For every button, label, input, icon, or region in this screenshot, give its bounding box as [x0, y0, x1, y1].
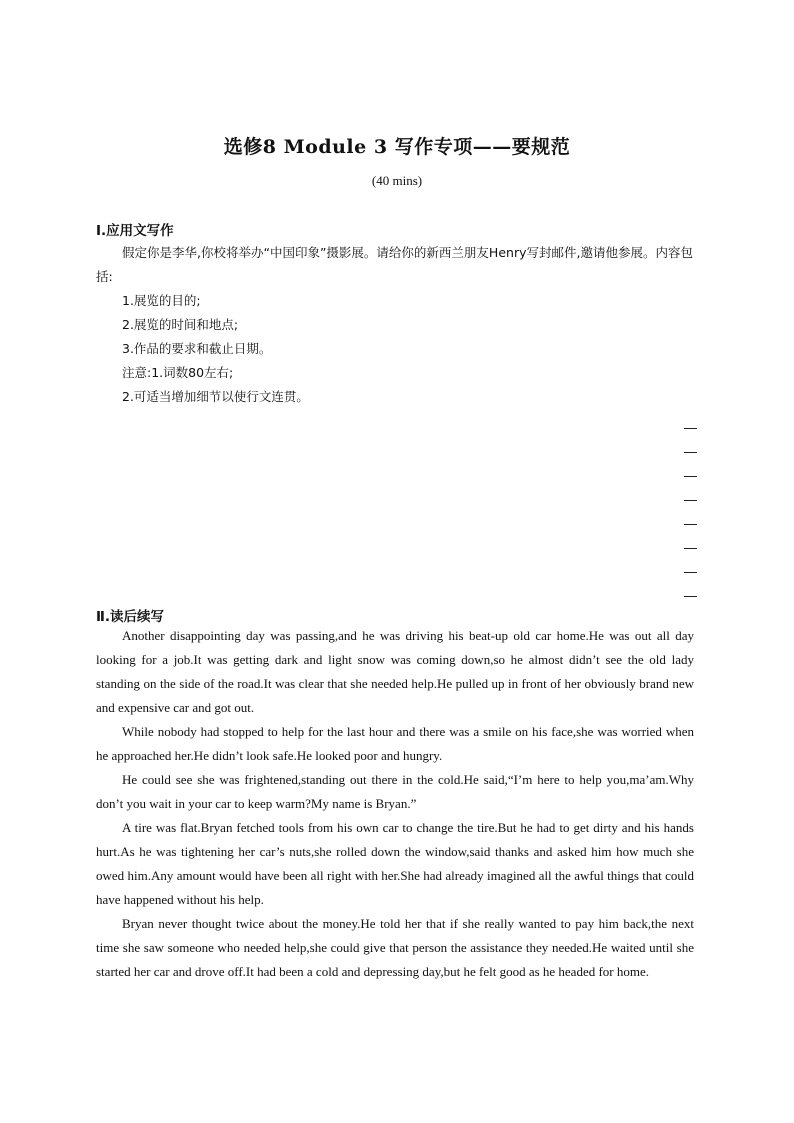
- section-2-heading: Ⅱ.读后续写: [96, 609, 165, 625]
- answer-line: [684, 500, 697, 501]
- requirement-item-1: 1.展览的目的;: [122, 293, 201, 308]
- page-title: 选修8 Module 3 写作专项——要规范: [223, 136, 571, 158]
- section-1-heading: Ⅰ.应用文写作: [96, 223, 174, 239]
- time-limit: (40 mins): [371, 173, 423, 188]
- story-paragraph-4: A tire was flat.Bryan fetched tools from his own car to change the tire.But he had to get dirty and his hands hurt.As he was tightening her car’s nuts,she rolled down the window,said thanks and asked him how much she owed him.Any amount would have been all right with her.She had already imagined all the awful things that could have happened without his help.: [96, 820, 694, 907]
- story-paragraph-5: Bryan never thought twice about the money.He told her that if she really wanted to pay him back,the next time she saw someone who needed help,she could give that person the assistance they needed.He waited until she started her car and drove off.It had been a cold and depressing day,but he felt good as he headed for home.: [96, 916, 694, 979]
- story-paragraph-1: Another disappointing day was passing,and he was driving his beat-up old car home.He was out all day looking for a job.It was getting dark and light snow was coming down,so he almost didn’t see the old lady standing on the side of the road.It was clear that she needed help.He pulled up in front of her obviously brand new and expensive car and got out.: [96, 628, 694, 715]
- story-paragraph-3: He could see she was frightened,standing out there in the cold.He said,“I’m here to help you,ma’am.Why don’t you wait in your car to keep warm?My name is Bryan.”: [96, 772, 694, 811]
- note-item-1: 注意:1.词数80左右;: [122, 365, 234, 380]
- answer-line: [684, 596, 697, 597]
- requirement-item-3: 3.作品的要求和截止日期。: [122, 341, 272, 356]
- requirement-item-2: 2.展览的时间和地点;: [122, 317, 239, 332]
- answer-line: [684, 452, 697, 453]
- note-item-2: 2.可适当增加细节以使行文连贯。: [122, 389, 309, 404]
- answer-line: [684, 428, 697, 429]
- answer-line: [684, 572, 697, 573]
- answer-line: [684, 524, 697, 525]
- answer-line: [684, 548, 697, 549]
- answer-line: [684, 476, 697, 477]
- story-paragraph-2: While nobody had stopped to help for the last hour and there was a smile on his face,she was worried when he approached her.He didn’t look safe.He looked poor and hungry.: [96, 724, 694, 763]
- writing-prompt: 假定你是李华,你校将举办“中国印象”摄影展。请给你的新西兰朋友Henry写封邮件,邀请他参展。内容包括:: [96, 245, 693, 284]
